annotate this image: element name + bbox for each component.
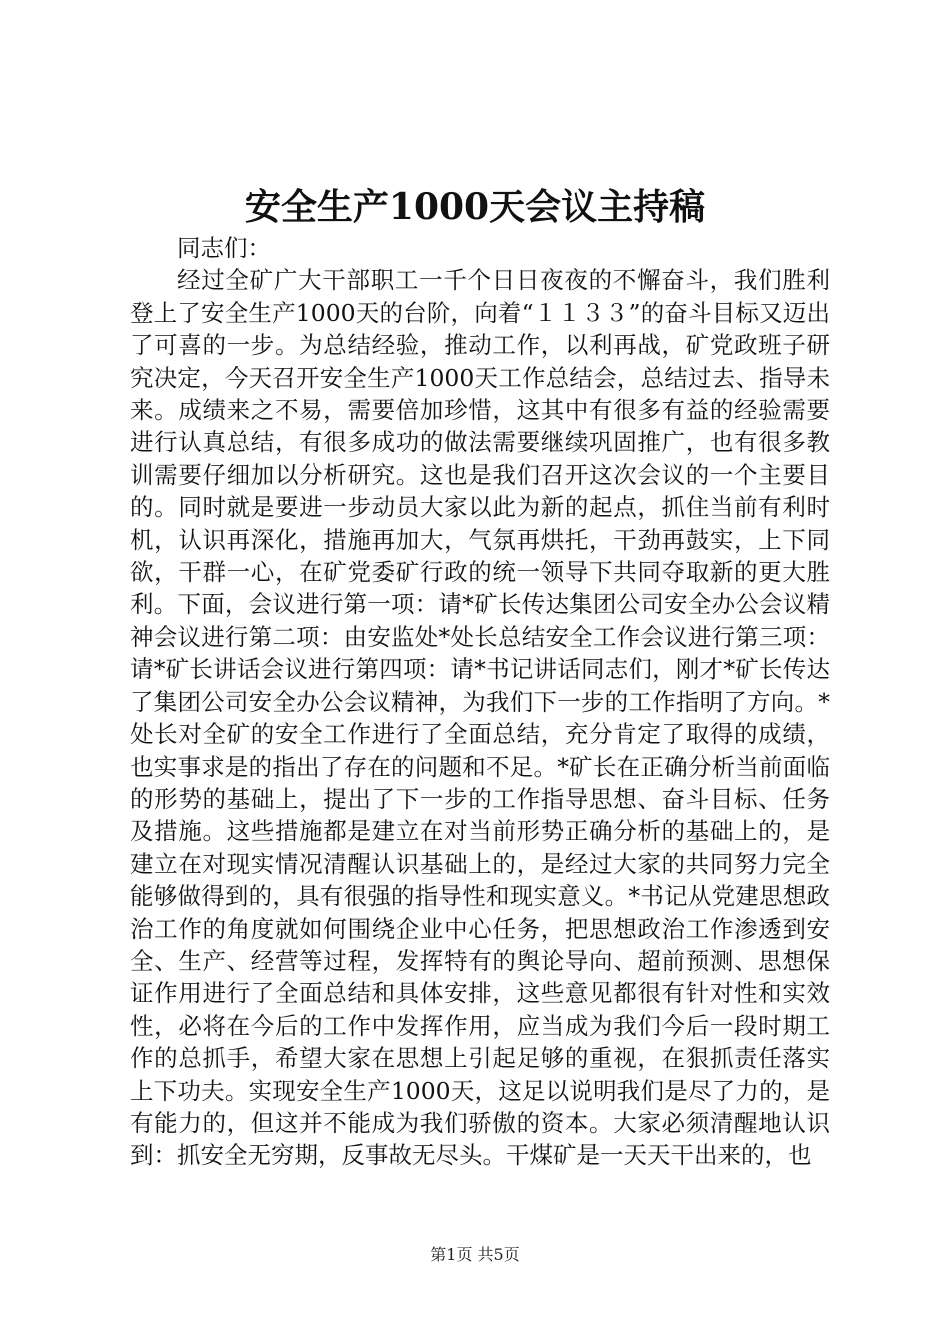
document-body <box>130 232 830 1172</box>
greeting-line: 同志们： <box>177 234 271 262</box>
body-paragraph: 经过全矿广大干部职工一千个日日夜夜的不懈奋斗，我们胜利登上了安全生产1000天的台阶，向着“１１３３”的奋斗目标又迈出了可喜的一步。为总结经验，推动工作，以利再战，矿党政班子研究决定，今天召开安全生产1000天工作总结会，总结过去、指导未来。成绩来之不易，需要倍加珍惜，这其中有很多有益的经验需要进行认真总结，有很多成功的做法需要继续巩固推广，也有很多教训需要仔细加以分析研究。这也是我们召开这次会议的一个主要目的。同时就是要进一步动员大家以此为新的起点，抓住当前有利时机，认识再深化，措施再加大，气氛再烘托，干劲再鼓实，上下同欲，干群一心，在矿党委矿行政的统一领导下共同夺取新的更大胜利。下面，会议进行第一项：请*矿长传达集团公司安全办公会议精神会议进行第二项：由安监处*处长总结安全工作会议进行第三项：请*矿长讲话会议进行第四项：请*书记讲话同志们，刚才*矿长传达了集团公司安全办公会议精神，为我们下一步的工作指明了方向。*处长对全矿的安全工作进行了全面总结，充分肯定了取得的成绩，也实事求是的指出了存在的问题和不足。*矿长在正确分析当前面临的形势的基础上，提出了下一步的工作指导思想、奋斗目标、任务及措施。这些措施都是建立在对当前形势正确分析的基础上的，是建立在对现实情况清醒认识基础上的，是经过大家的共同努力完全能够做得到的，具有很强的指导性和现实意义。*书记从党建思想政治工作的角度就如何围绕企业中心任务，把思想政治工作渗透到安全、生产、经营等过程，发挥特有的舆论导向、超前预测、思想保证作用进行了全面总结和具体安排，这些意见都很有针对性和实效性，必将在今后的工作中发挥作用，应当成为我们今后一段时期工作的总抓手，希望大家在思想上引起足够的重视，在狠抓责任落实上下功夫。实现安全生产1000天，这足以说明我们是尽了力的，是有能力的，但这并不能成为我们骄傲的资本。大家必须清醒地认识到：抓安全无穷期，反事故无尽头。干煤矿是一天天干出来的，也 <box>130 266 830 1170</box>
page-footer: 第1页 共5页 <box>430 1245 520 1264</box>
document-title: 安全生产1000天会议主持稿 <box>244 186 706 228</box>
